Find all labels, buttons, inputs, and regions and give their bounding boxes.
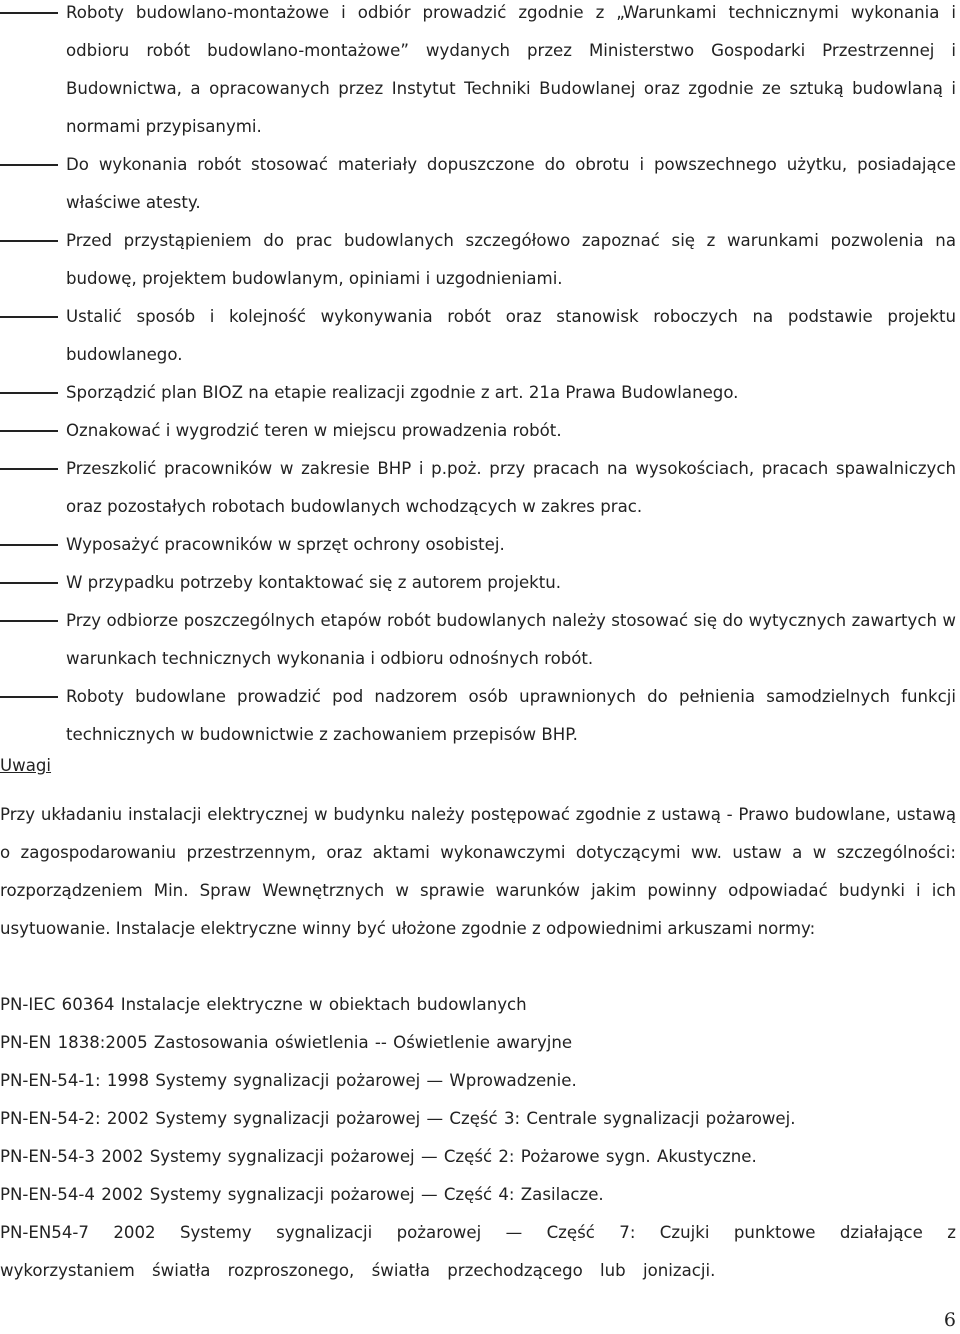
list-item [0,602,960,678]
list-item [0,412,960,450]
norm-item: PN-EN-54-1: 1998 Systemy sygnalizacji pożarowej — Wprowadzenie. [0,1071,577,1090]
dash-bullet [0,146,58,184]
list-item [0,526,960,564]
list-item [0,678,960,754]
norm-item: PN-IEC 60364 Instalacje elektryczne w obiektach budowlanych [0,995,527,1014]
dash-bullet [0,450,58,488]
dash-bullet [0,0,58,32]
dash-bullet [0,564,58,602]
list-item-text: Roboty budowlano-montażowe i odbiór prowadzić zgodnie z „Warunkami technicznymi wykonania i odbioru robót budowlano-montażowe” wydanych przez Ministerstwo Gospodarki Przestrzennej i Budownictwa, a opracowanych przez Instytut Techniki Budowlanej oraz zgodnie ze sztuką budowlaną i normami przypisanymi. [66,3,956,136]
uwagi-heading: Uwagi [0,756,52,775]
dash-bullet [0,412,58,450]
dash-bullet [0,298,58,336]
norm-item: PN-EN-54-3 2002 Systemy sygnalizacji pożarowej — Część 2: Pożarowe sygn. Akustyczne. [0,1147,757,1166]
list-item [0,374,960,412]
dash-bullet [0,678,58,716]
list-item-text: Roboty budowlane prowadzić pod nadzorem osób uprawnionych do pełnienia samodzielnych funkcji technicznych w budownictwie z zachowaniem przepisów BHP. [66,687,956,744]
list-item-text: Oznakować i wygrodzić teren w miejscu prowadzenia robót. [66,421,562,440]
list-item [0,222,960,298]
dash-bullet [0,222,58,260]
list-item-text: Przed przystąpieniem do prac budowlanych szczegółowo zapoznać się z warunkami pozwolenia na budowę, projektem budowlanym, opiniami i uzgodnieniami. [66,231,956,288]
norm-item: PN-EN-54-4 2002 Systemy sygnalizacji pożarowej — Część 4: Zasilacze. [0,1185,604,1204]
list-item-text: Wyposażyć pracowników w sprzęt ochrony osobistej. [66,535,505,554]
dash-bullet [0,374,58,412]
norm-item: PN-EN 1838:2005 Zastosowania oświetlenia -- Oświetlenie awaryjne [0,1033,573,1052]
list-item-text: Ustalić sposób i kolejność wykonywania robót oraz stanowisk roboczych na podstawie projektu budowlanego. [66,307,956,364]
norm-item: PN-EN54-7 2002 Systemy sygnalizacji pożarowej — Część 7: Czujki punktowe działające z wykorzystaniem światła rozproszonego, światła przechodzącego lub jonizacji. [0,1223,956,1280]
list-item [0,564,960,602]
norms-list [0,986,956,1290]
norm-item: PN-EN-54-2: 2002 Systemy sygnalizacji pożarowej — Część 3: Centrale sygnalizacji pożarowej. [0,1109,796,1128]
list-item-text: Sporządzić plan BIOZ na etapie realizacji zgodnie z art. 21a Prawa Budowlanego. [66,383,739,402]
list-item [0,298,960,374]
list-item-text: Przeszkolić pracowników w zakresie BHP i p.poż. przy pracach na wysokościach, pracach spawalniczych oraz pozostałych robotach budowlanych wchodzących w zakres prac. [66,459,956,516]
list-item-text: W przypadku potrzeby kontaktować się z autorem projektu. [66,573,562,592]
list-item-text: Przy odbiorze poszczególnych etapów robót budowlanych należy stosować się do wytycznych zawartych w warunkach technicznych wykonania i odbioru odnośnych robót. [66,611,956,668]
dash-bullet [0,526,58,564]
list-item-text: Do wykonania robót stosować materiały dopuszczone do obrotu i powszechnego użytku, posiadające właściwe atesty. [66,155,956,212]
intro-paragraph: Przy układaniu instalacji elektrycznej w budynku należy postępować zgodnie z ustawą - Prawo budowlane, ustawą o zagospodarowaniu przestrzennym, oraz aktami wykonawczymi dotyczącymi ww. ustaw a w szczególności: rozporządzeniem Min. Spraw Wewnętrznych w sprawie warunków jakim powinny odpowiadać budynki i ich usytuowanie. Instalacje elektryczne winny być ułożone zgodnie z odpowiednimi arkuszami normy: [0,805,956,938]
page-number: 6 [943,1309,956,1331]
list-item [0,146,960,222]
list-item [0,450,960,526]
dash-bullet [0,602,58,640]
list-item [0,0,960,146]
